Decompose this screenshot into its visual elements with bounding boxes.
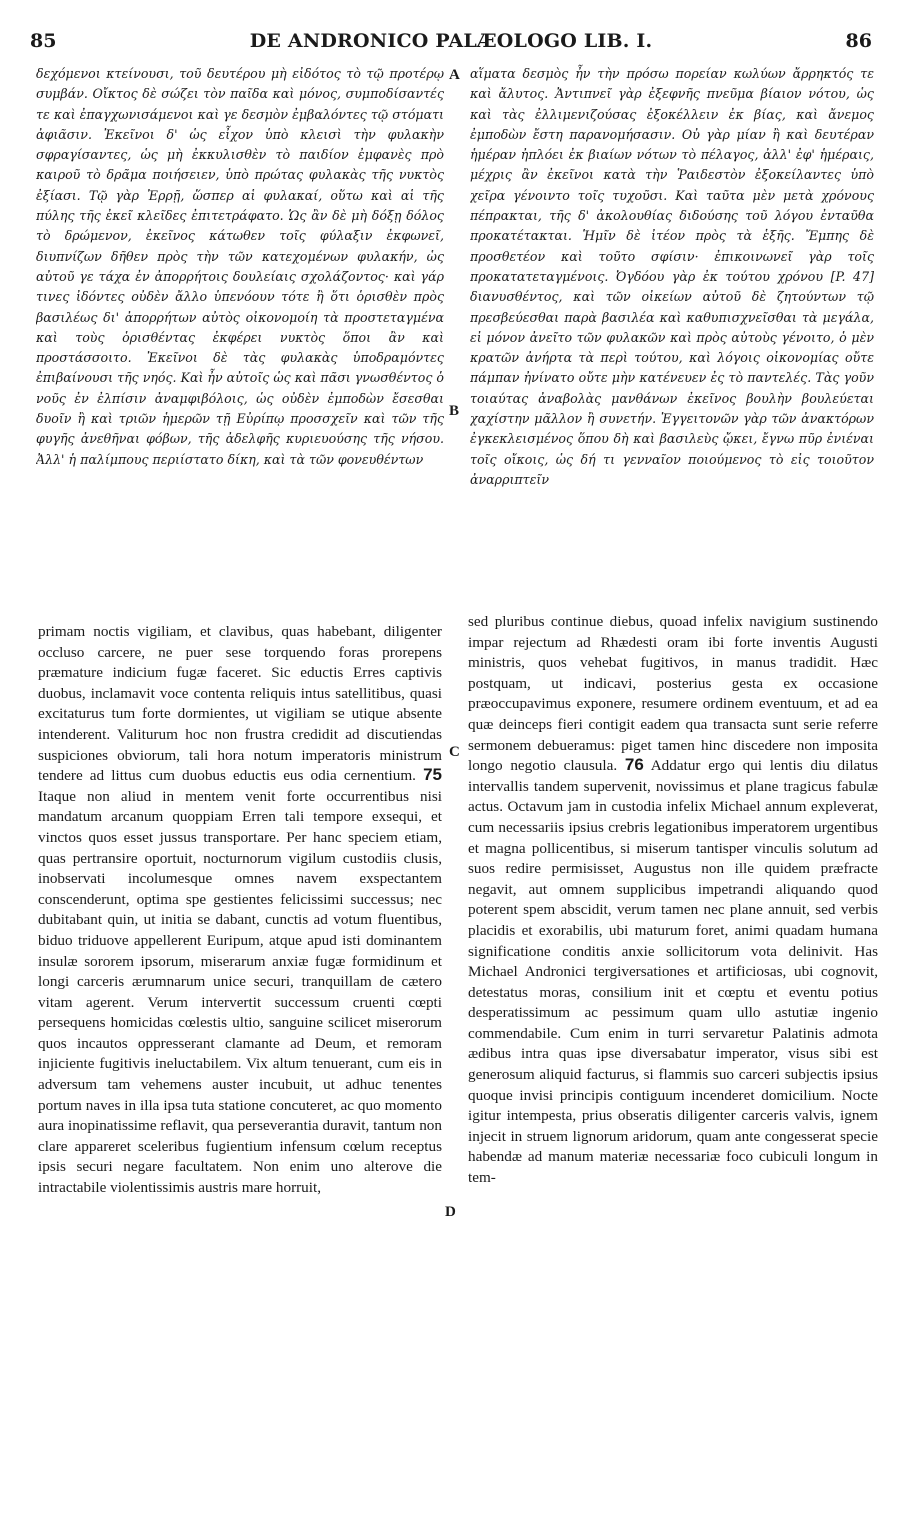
section-number-75: 75 <box>423 765 442 785</box>
greek-column-left <box>36 64 444 610</box>
running-head <box>30 30 872 60</box>
margin-letter-c: C <box>449 744 460 760</box>
greek-text-right: αἵματα δεσμὸς ἦν τὴν πρόσω πορείαν κωλύων ἄρρηκτός τε καὶ ἄλυτος. Ἀντιπνεῖ γὰρ ἐξεφνῆς πνεῦμα βίαιον νότου, ὡς καὶ τὰς ἐλλιμενιζούσας ἐξοκέλλειν ἐκ βίας, καὶ ἄνεμος ἐμποδὼν ἔστη παρανομήσασιν. Οὐ γὰρ μίαν ἢ καὶ δευτέραν ἡμέραν ἠπλόει ἐκ βιαίων νότων τὸ πέλαγος, ἀλλ' ἐφ' ἡμέραις, μέχρις ἂν ἐκεῖνοι κατὰ τὴν Ῥαιδεστὸν ἐξοκείλαντες ὑπὸ χεῖρα γένοιντο τοῖς τυχοῦσι. Καὶ ταῦτα μὲν μετὰ χρόνους πέπρακται, τῆς δ' ἀκολουθίας διδούσης τοῦ λόγου ἐνταῦθα προκατέτακται. Ἡμῖν δὲ ἰτέον πρὸς τὰ ἑξῆς. Ἔμπης δὲ προσθετέον καὶ τοῦτο σφίσιν· ἐπικοινωνεῖ γὰρ τοῖς προκατατεταγμένοις. Ὀγδόου γὰρ ἐκ τούτου χρόνου [P. 47] διανυσθέντος, καὶ τῶν οἰκείων αὐτοῦ δὲ ζητούντων τῷ πρεσβεύεσθαι παρὰ βασιλέα καὶ καθυπισχνεῖσθαι τὰ μεγάλα, εἰ μόνον ἀνεῖτο τῶν φυλακῶν καὶ πρὸς αὐτοὺς γένοιτο, ὁ μὲν κρατῶν ἀνήρτα τὰ περὶ τούτου, καὶ λόγοις οἰκονομίας οὔτε πάμπαν ἠνίνατο οὔτε μὴν κατένευεν ἐς τὸ παντελές. Τὰς γοῦν τοιαύτας ἀναβολὰς μανθάνων ἐκεῖνος βουλὴν βουλεύεται χαχίστην μᾶλλον ἢ συνετήν. Ἐγγειτονῶν γὰρ τῶν ἀνακτόρων ἐγκεκλεισμένος ὅπου δὴ καὶ βασιλεὺς ᾤκει, ἔγνω πῦρ ἐνιέναι τοῖς οἴκοις, ὡς δή τι γενναῖον ποιούμενος τὸ εἰς τοιοῦτον ἀναρριπτεῖν <box>470 66 874 487</box>
latin-text-right-part2: Addatur ergo qui lentis diu dilatus intervallis tandem supervenit, novissimus et plane tragicus fabulæ actus. Octavum jam in custodia infelix Michael annum expleverat, cum necessariis ipsius crebris legationibus imperatorem urgentibus et magna pollicentibus, si miserum tantisper vinculis solutum ad suos redire permisisset, Augustus non ille quidem præfracte negavit, aut omnem supplicibus impetrandi aliquando quod poterent spem abscidit, verum tamen nec plane annuit, sed verbis placidis et exorabilis, ubi maturum foret, animi quadam humana significatione conditis anxie sollicitorum vota delinivit. Has Michael Andronici tergiversationes et artificiosas, ubi cognovit, detestatus moras, consilium init et cœptu et eventu potius desperatissimum ac pessimum quam ullo astutiæ ingenio commendabile. Cum enim in turri servaretur Palatinis admota ædibus intra quas ipse diversabatur imperator, visus sibi est generosum aliquid facturus, si flammis suo carceri subjectis ipsius quoque invisi principis contiguum incenderet domicilium. Nocte igitur intempesta, prius obseratis diligenter carceris valvis, ignem injecit in struem lignorum aridorum, quam ante congesserat specie habendæ ad manum materiæ necessariæ foco cubiculi longum in tem- <box>468 757 878 1187</box>
latin-paragraph-left <box>38 622 442 1199</box>
latin-text-right-part1: sed pluribus continue diebus, quoad infelix navigium sustinendo impar rejectum ad Rhædesti oram ibi forte inventis Augusti ministris, quos vehebat fugitivos, in manus tradidit. Hæc postquam, ut indicavi, posterius gesta ex occasione præoccupavimus exponere, resumere ordinem eventuum, et ad ea quæ deinceps fieri contigit eadem qua transacta sunt serie referre sermonem debueramus: piget tamen hinc discedere non imposita longo negotio clausula. <box>468 613 878 775</box>
latin-paragraph-right <box>468 612 878 1189</box>
page-number-right: 86 <box>845 30 872 52</box>
page-title: DE ANDRONICO PALÆOLOGO LIB. I. <box>249 30 653 52</box>
margin-letter-a: A <box>449 67 460 83</box>
latin-column-right <box>468 612 878 1526</box>
latin-text-left-part1: primam noctis vigiliam, et clavibus, quas habebant, diligenter occluso carcere, ne puer sese torquendo foras prorepens præmature indicium fugæ faceret. Sic eductis Erres captivis duobus, inclamavit voce contenta reliquis intus satellitibus, quasi excitaturus tum forte dormientes, ut vigiliam se utique absente intenderent. Valiturum hoc non frustra credidit ad discutiendas suspiciones obviorum, tali hora notum imperatoris ministrum tendere ad littus cum duobus eductis eus odia cernentium. <box>38 623 442 785</box>
latin-text-left-part2: Itaque non aliud in mentem venit forte occurrentibus nisi mandatum arcanum quoppiam Erren tali tempore exsequi, et vinctos quos esset jussus transportare. Per hanc speciem etiam, quas pertransire oportuit, nocturnorum vigilum custodiis clusis, inobservati incolumesque omnes navem exspectantem conscenderunt, optima spe gestientes felicissimi successus; nec dubitabant quin, ut initia se dabant, cunctis ad votum fluentibus, biduo triduove appellerent Euripum, atque apud isti dominantem insulæ sororem ipsorum, miserarum anxiæ fugæ formidinum et longi carceris ærumnarum unice securi, tranquillam de cætero vitam agerent. Verum intervertit successum cruenti cœpti persequens homicidas cœlestis ultio, sanguine scilicet miserorum quos incautos oppresserant clamante ad Deum, et remoram injiciente fugitivis ineluctabilem. Vix altum tenuerant, cum eis in adversum tam vehemens auster incubuit, ut adhuc tenentes portum naves in illa ipsa tuta statione concuteret, ac quo momento aura inopinatissime reflavit, qua perseverantia duravit, tantum non clare appareret sceleribus fugientium infensum cœlum receptus ipsis securi negare facultatem. Non enim uno alterove die intractabile violentissimis austris mare horruit, <box>38 787 442 1197</box>
section-number-76: 76 <box>624 755 644 775</box>
latin-column-left <box>38 622 442 1522</box>
greek-column-right <box>470 64 874 610</box>
margin-letter-b: B <box>449 403 460 419</box>
greek-text-left: δεχόμενοι κτείνουσι, τοῦ δευτέρου μὴ εἰδότος τὸ τῷ προτέρῳ συμβάν. Οἴκτος δὲ σώζει τὸν παῖδα καὶ μόνος, συμποδίσαντές τε καὶ ἐπαγχωνισάμενοι καὶ γε δεσμὸν ἐμβαλόντες τῷ στόματι ἀφιᾶσιν. Ἐκεῖνοι δ' ὡς εἶχον ὑπὸ κλεισὶ τὴν φυλακὴν σφραγίσαντες, ὡς μὴ ἐκκυλισθὲν τὸ παιδίον ἐμφανὲς πρὸ καιροῦ τὸ δρᾶμα ποιήσειεν, ὑπὸ πρώτας φυλακὰς τῆς νυκτὸς ἐξίασι. Τῷ γὰρ Ἐρρῇ, ὥσπερ αἱ φυλακαί, οὕτω καὶ αἱ τῆς πύλης τῆς ἐκεῖ κλεῖδες ἐπιτετράφατο. Ὡς ἂν δὲ μὴ δόξῃ δόλος τὸ δρώμενον, ἐκεῖνος κάτωθεν τοῖς φύλαξιν ἐκφωνεῖ, διυπνίζων δῆθεν πρὸς τὴν τῶν κατεχομένων φυλακήν, ὡς αὐτοῦ γε τάχα ἐν ἀπορρήτοις δουλείαις σχολάζοντος· καὶ γάρ τινες ἰδόντες οὐδὲν ἄλλο ὑπενόουν τότε ἢ ὅτι ὁρισθὲν πρὸς βασιλέως δι' ἀπορρήτων αὐτὸς οἰκονομοίη τὰ προστεταγμένα καὶ τοὺς ὁρισθέντας ἐκφέρει νυκτὸς ὅποι ἂν καὶ προστάσσοιτο. Ἐκεῖνοι δὲ τὰς φυλακὰς ὑποδραμόντες ἐπιβαίνουσι τῆς νηός. Καὶ ἦν αὐτοῖς ὡς καὶ πᾶσι γνωσθέντος ὁ νοῦς ἐν ἐλπίσιν ἀναμφιβόλοις, ὡς οὐδὲν ἐμποδὼν ἔσεσθαι δυοῖν ἢ καὶ τριῶν ἡμερῶν τῇ Εὐρίπῳ προσσχεῖν καὶ τῶν τῆς φυγῆς ἀνεθῆναι φόβων, τῆς ἀδελφῆς κυριευούσης τῆς νήσου. Ἀλλ' ἡ παλίμπους περιίστατο δίκη, καὶ τὰ τῶν φονευθέντων <box>36 66 444 467</box>
page-number-left: 85 <box>30 30 57 52</box>
margin-letter-d: D <box>445 1204 456 1220</box>
